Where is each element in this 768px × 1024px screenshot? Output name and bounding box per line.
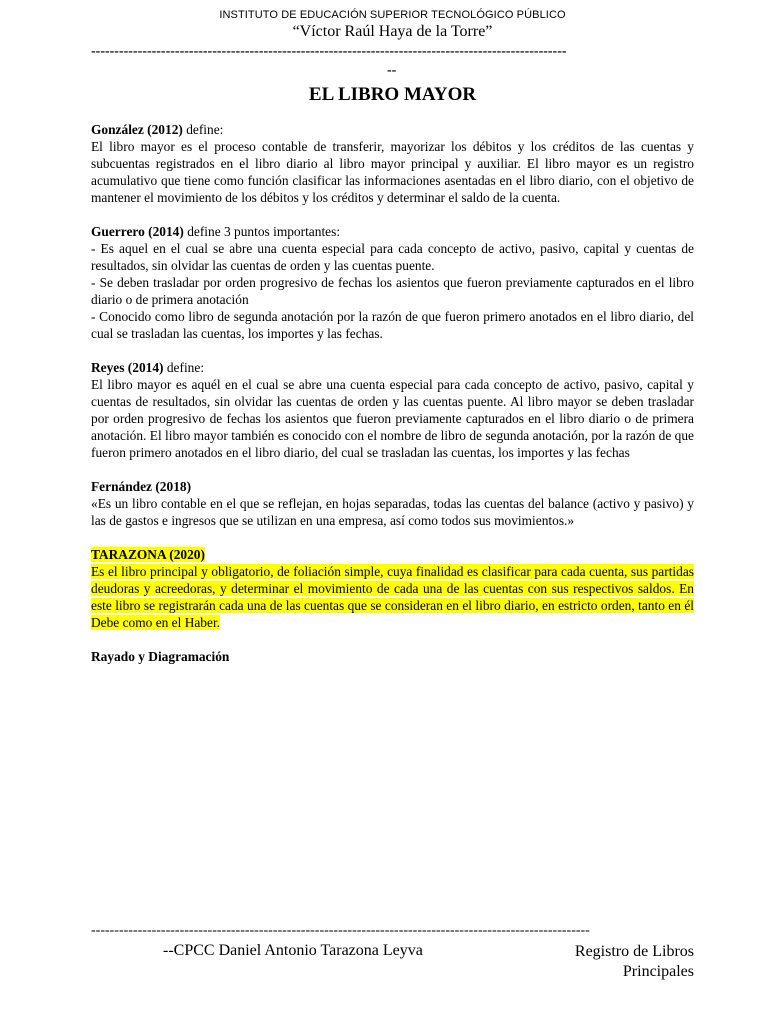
footer-author: --CPCC Daniel Antonio Tarazona Leyva (163, 942, 423, 959)
tarazona-text: Es el libro principal y obligatorio, de foliación simple, cuya finalidad es clasificar para cada cuenta, sus partidas deudoras y acreedoras, y determinar el movimiento de cada una de las cuentas con sus respectivos saldos. En este libro se registrarán cada una de las cuentas que se consideran en el libro diario, en estricto orden, tanto en él Debe como en el Haber. (91, 564, 694, 630)
rayado-heading (91, 648, 694, 665)
footer-course-line-1: Registro de Libros (574, 943, 694, 960)
guerrero-point-2: - Se deben trasladar por orden progresivo de fechas los asientos que fueron previamente capturados en el libro diario o de primera anotación (91, 275, 694, 307)
reyes-heading (91, 359, 694, 376)
header-separator-tail: -- (387, 63, 397, 78)
fernandez-text: «Es un libro contable en el que se reflejan, en hojas separadas, todas las cuentas del balance (activo y pasivo) y las de gastos e ingresos que se utilizan en una empresa, así como todos sus movimientos.» (91, 496, 694, 528)
tarazona-paragraph (91, 563, 694, 631)
guerrero-point-1: - Es aquel en el cual se abre una cuenta especial para cada concepto de activo, pasivo, capital y cuentas de resultados, sin olvidar las cuentas de orden y las cuentas puente. (91, 241, 694, 273)
tarazona-heading (91, 546, 694, 563)
guerrero-heading (91, 223, 694, 240)
document-page (91, 0, 694, 1024)
guerrero-author: Guerrero (2014) (91, 224, 184, 239)
gonzalez-heading (91, 121, 694, 138)
guerrero-intro: define 3 puntos importantes: (183, 224, 341, 239)
gonzalez-author: González (2012) (91, 122, 183, 137)
tarazona-author: TARAZONA (2020) (91, 547, 205, 562)
reyes-author: Reyes (2014) (91, 360, 164, 375)
guerrero-point-3: - Conocido como libro de segunda anotación por la razón de que fueron primero anotados en el libro diario, del cual se trasladan las cuentas, los importes y las fechas. (91, 309, 694, 341)
reyes-text: El libro mayor es aquél en el cual se abre una cuenta especial para cada concepto de activo, pasivo, capital y cuentas de resultados, sin olvidar las cuentas de orden y las cuentas puente. Al libro mayor se deben trasladar por orden progresivo de fechas los asientos que fueron previamente capturados en el libro diario o de primera anotación. El libro mayor también es conocido con el nombre de libro de segunda anotación, por la razón de que fueron primero anotados en el libro diario, del cual se trasladan las cuentas, los importes y las fechas (91, 377, 694, 460)
reyes-intro: define: (163, 360, 205, 375)
fernandez-heading (91, 478, 694, 495)
footer-separator: ----------------------------------------------------------------------------------------------------------- (91, 924, 590, 938)
page-title: EL LIBRO MAYOR (308, 84, 477, 105)
footer-course (494, 942, 694, 982)
fernandez-author: Fernández (2018) (91, 479, 192, 494)
institute-subtitle: “Víctor Raúl Haya de la Torre” (292, 23, 493, 40)
gonzalez-text: El libro mayor es el proceso contable de transferir, mayorizar los débitos y los créditos de las cuentas y subcuentas registrados en el libro diario al libro mayor principal y auxiliar. El libro mayor es un registro acumulativo que tiene como función clasificar las informaciones asentadas en el libro diario, con el objetivo de mantener el movimiento de los débitos y los créditos y determinar el saldo de la cuenta. (91, 139, 694, 205)
document-body (91, 121, 694, 665)
gonzalez-intro: define: (182, 122, 224, 137)
rayado-heading-text: Rayado y Diagramación (91, 649, 230, 664)
header-separator: ------------------------------------------------------------------------------------------------------ (91, 44, 567, 59)
institute-name: INSTITUTO DE EDUCACIÓN SUPERIOR TECNOLÓGICO PÚBLICO (219, 9, 566, 21)
footer-course-line-2: Principales (622, 963, 694, 980)
